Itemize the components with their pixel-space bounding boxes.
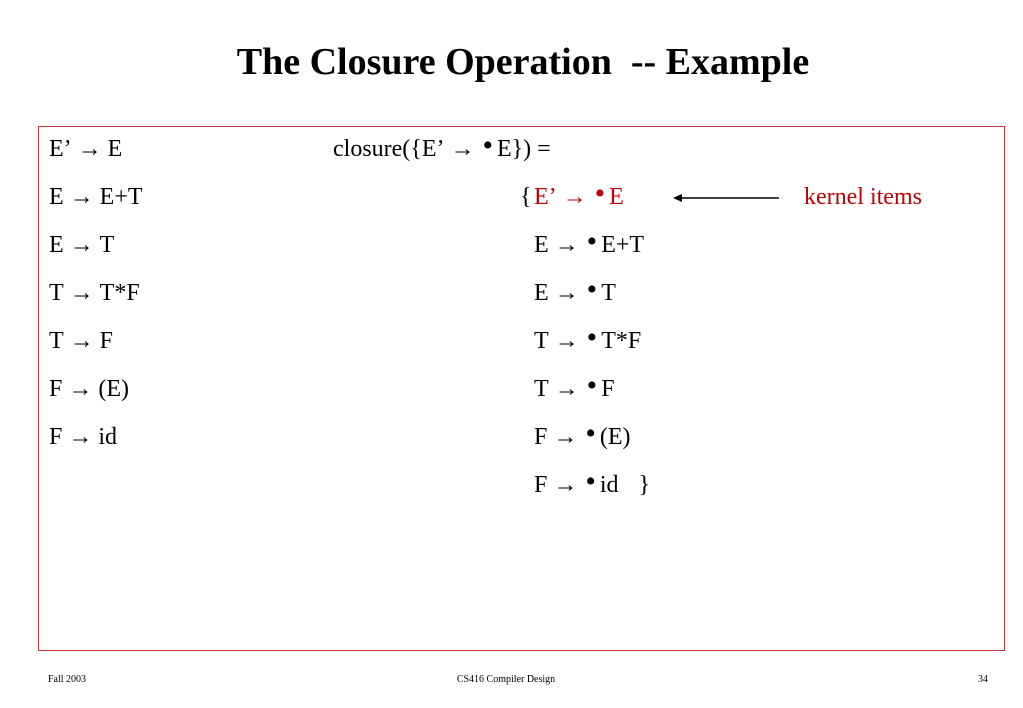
grammar-rule: [49, 375, 129, 403]
item-rhs: (E): [599, 424, 631, 450]
arrow-icon: →: [77, 136, 102, 162]
item-rhs: T*F: [601, 328, 642, 354]
item-rhs: F: [601, 376, 615, 402]
arrow-icon: →: [69, 328, 94, 354]
item-lhs: F: [534, 424, 548, 450]
rule-rhs: T: [99, 232, 115, 258]
arrow-icon: →: [68, 376, 93, 402]
arrow-icon: →: [554, 328, 579, 354]
grammar-rule: [49, 279, 140, 307]
content-box: [38, 126, 1005, 651]
rule-rhs: T*F: [99, 280, 140, 306]
arrow-icon: →: [562, 184, 587, 210]
dot-marker-icon: •: [482, 129, 493, 162]
dot-marker-icon: •: [586, 321, 598, 354]
item-lhs: T: [534, 328, 549, 354]
dot-marker-icon: •: [594, 177, 606, 210]
rule-rhs: (E): [98, 376, 130, 402]
arrow-icon: →: [553, 424, 578, 450]
item-lhs: F: [534, 472, 548, 498]
closure-item: [520, 273, 616, 307]
page-number: 34: [978, 674, 988, 685]
rule-lhs: E: [49, 232, 64, 258]
item-lhs: E’: [534, 184, 557, 210]
rule-lhs: F: [49, 424, 63, 450]
rule-rhs: id: [98, 424, 118, 450]
closure-item: [520, 369, 615, 403]
footer-course: CS416 Compiler Design: [456, 674, 556, 685]
dot-marker-icon: •: [586, 273, 598, 306]
item-lhs: E: [534, 232, 549, 258]
rule-rhs: E: [107, 136, 123, 162]
closure-item: [520, 321, 642, 355]
rule-lhs: E’: [49, 136, 72, 162]
closure-item: [520, 225, 645, 259]
dot-marker-icon: •: [585, 465, 596, 498]
grammar-rule: [49, 231, 114, 259]
arrow-icon: →: [450, 136, 475, 162]
dot-marker-icon: •: [586, 225, 598, 258]
rule-lhs: F: [49, 376, 63, 402]
grammar-rule: [49, 135, 122, 163]
item-rhs: id: [599, 472, 619, 498]
closure-header-prefix: closure({E’: [333, 136, 445, 162]
dot-marker-icon: •: [586, 369, 598, 402]
arrow-icon: →: [554, 232, 579, 258]
kernel-items-label: kernel items: [804, 184, 922, 210]
item-rhs: E: [609, 184, 624, 210]
kernel-item: [520, 177, 624, 211]
close-brace: }: [638, 472, 651, 498]
closure-item: [520, 417, 631, 451]
arrow-icon: →: [68, 424, 93, 450]
closure-header: [333, 129, 551, 163]
arrow-icon: →: [69, 280, 94, 306]
rule-rhs: F: [99, 328, 114, 354]
arrow-icon: →: [553, 472, 578, 498]
item-rhs: T: [601, 280, 616, 306]
arrow-icon: →: [554, 280, 579, 306]
grammar-rule: [49, 327, 113, 355]
closure-header-suffix: E}) =: [496, 136, 551, 162]
footer-date: Fall 2003: [48, 674, 87, 685]
open-brace: {: [520, 184, 532, 210]
rule-rhs: E+T: [99, 184, 143, 210]
dot-marker-icon: •: [585, 417, 596, 450]
arrow-icon: →: [554, 376, 579, 402]
closure-item: [520, 465, 651, 499]
item-lhs: E: [534, 280, 549, 306]
rule-lhs: T: [49, 280, 64, 306]
arrow-icon: →: [69, 184, 94, 210]
kernel-pointer-arrow-icon: [673, 191, 781, 205]
item-lhs: T: [534, 376, 549, 402]
grammar-rule: [49, 183, 143, 211]
slide-title: The Closure Operation -- Example: [236, 41, 810, 83]
rule-lhs: T: [49, 328, 64, 354]
rule-lhs: E: [49, 184, 64, 210]
arrow-icon: →: [69, 232, 94, 258]
item-rhs: E+T: [601, 232, 645, 258]
grammar-rule: [49, 423, 117, 451]
